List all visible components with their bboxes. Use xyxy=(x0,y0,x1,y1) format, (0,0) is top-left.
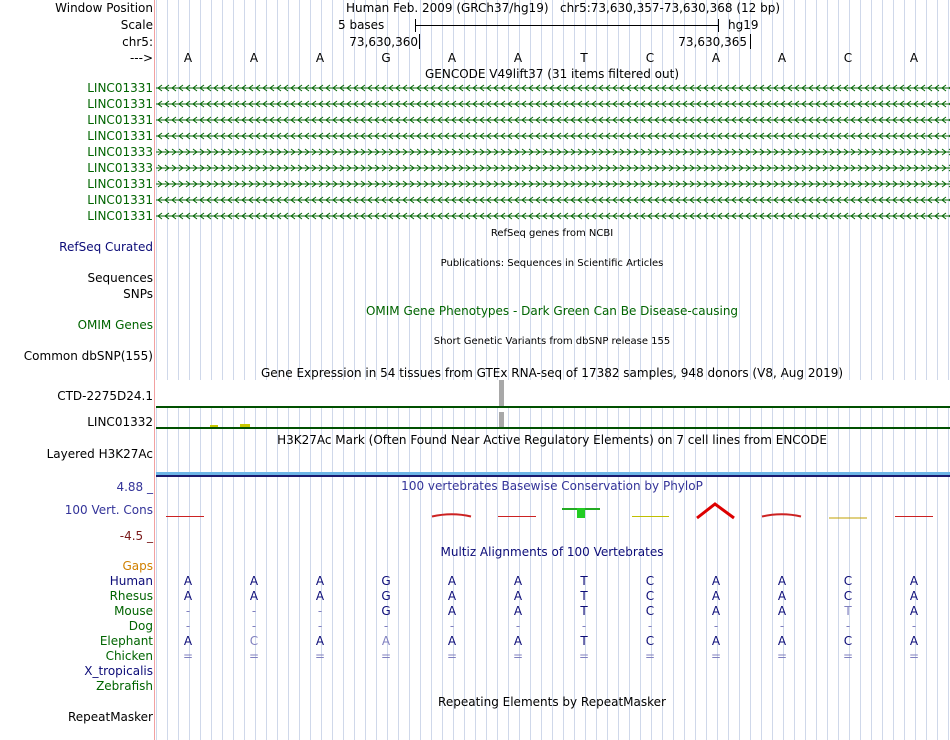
multiz-base: A xyxy=(183,574,193,588)
reference-base: A xyxy=(249,51,259,65)
grid-line xyxy=(926,0,927,740)
multiz-base: A xyxy=(777,574,787,588)
multiz-base: = xyxy=(380,649,392,663)
multiz-base: = xyxy=(908,649,920,663)
reference-base: A xyxy=(711,51,721,65)
dbsnp-label[interactable]: Common dbSNP(155) xyxy=(23,349,153,363)
multiz-base: = xyxy=(314,649,326,663)
multiz-base: A xyxy=(513,574,523,588)
scale-assembly: hg19 xyxy=(728,18,759,32)
h3k27ac-title: H3K27Ac Mark (Often Found Near Active Regulatory Elements) on 7 cell lines from ENCODE xyxy=(277,433,827,447)
grid-line xyxy=(882,0,883,740)
grid-line xyxy=(211,0,212,740)
multiz-base: C xyxy=(645,589,655,603)
multiz-base: A xyxy=(447,604,457,618)
reference-base: A xyxy=(909,51,919,65)
chrom-label: chr5: xyxy=(122,35,153,49)
multiz-species-label[interactable]: Mouse xyxy=(114,604,153,618)
h3k27ac-label[interactable]: Layered H3K27Ac xyxy=(46,447,153,461)
multiz-base: - xyxy=(581,619,587,633)
scale-bar-right-tick xyxy=(718,19,719,32)
multiz-base: A xyxy=(447,574,457,588)
multiz-base: G xyxy=(381,589,391,603)
grid-line xyxy=(200,0,201,740)
gaps-label: Gaps xyxy=(122,559,153,573)
reference-base: C xyxy=(843,51,853,65)
repeatmasker-label[interactable]: RepeatMasker xyxy=(67,710,153,724)
multiz-base: A xyxy=(447,589,457,603)
multiz-base: - xyxy=(185,604,191,618)
scale-label: Scale xyxy=(120,18,153,32)
gtex-bar-2 xyxy=(499,412,504,427)
gencode-item-label[interactable]: LINC01331 xyxy=(87,81,153,95)
multiz-base: - xyxy=(251,604,257,618)
multiz-base: C xyxy=(843,574,853,588)
gencode-item-feature[interactable] xyxy=(156,131,950,141)
multiz-base: A xyxy=(447,634,457,648)
multiz-base: = xyxy=(578,649,590,663)
multiz-base: C xyxy=(843,634,853,648)
gtex-title: Gene Expression in 54 tissues from GTEx RNA-seq of 17382 samples, 948 donors (V8, Aug 2019) xyxy=(260,366,844,380)
omim-title: OMIM Gene Phenotypes - Dark Green Can Be Disease-causing xyxy=(365,304,739,318)
gencode-item-feature[interactable] xyxy=(156,147,950,157)
multiz-base: = xyxy=(446,649,458,663)
position-text: chr5:73,630,357-73,630,368 (12 bp) xyxy=(559,1,781,15)
gtex-gene-1[interactable]: CTD-2275D24.1 xyxy=(57,389,153,403)
conservation-max: 4.88 _ xyxy=(116,480,153,494)
gencode-item-feature[interactable] xyxy=(156,115,950,125)
dbsnp-title: Short Genetic Variants from dbSNP release 155 xyxy=(433,336,671,347)
multiz-base: T xyxy=(580,634,588,648)
multiz-base: T xyxy=(844,604,852,618)
multiz-base: = xyxy=(710,649,722,663)
grid-line xyxy=(893,0,894,740)
multiz-base: - xyxy=(515,619,521,633)
snps-label[interactable]: SNPs xyxy=(123,287,153,301)
grid-line xyxy=(937,0,938,740)
strand-label: ---> xyxy=(129,51,153,65)
multiz-base: = xyxy=(644,649,656,663)
gtex-bar xyxy=(499,380,504,406)
assembly-title: Human Feb. 2009 (GRCh37/hg19) chr5:73,630,357-73,630,368 (12 bp) xyxy=(346,1,781,15)
reference-base: A xyxy=(513,51,523,65)
multiz-base: - xyxy=(647,619,653,633)
gencode-item-feature[interactable] xyxy=(156,195,950,205)
gencode-item-label[interactable]: LINC01331 xyxy=(87,177,153,191)
multiz-base: A xyxy=(513,604,523,618)
multiz-base: G xyxy=(381,604,391,618)
multiz-base: = xyxy=(512,649,524,663)
gencode-item-label[interactable]: LINC01331 xyxy=(87,209,153,223)
coord-right: 73,630,365 xyxy=(678,35,747,49)
multiz-base: A xyxy=(513,589,523,603)
multiz-species-label[interactable]: Elephant xyxy=(99,634,153,648)
gencode-item-label[interactable]: LINC01331 xyxy=(87,97,153,111)
multiz-base: A xyxy=(909,574,919,588)
gencode-item-label[interactable]: LINC01331 xyxy=(87,113,153,127)
grid-line xyxy=(948,0,949,740)
gencode-item-label[interactable]: LINC01331 xyxy=(87,193,153,207)
multiz-base: - xyxy=(845,619,851,633)
multiz-base: A xyxy=(909,589,919,603)
multiz-base: A xyxy=(777,634,787,648)
coord-left-tick xyxy=(419,34,420,49)
grid-line xyxy=(222,0,223,740)
gencode-item-feature[interactable] xyxy=(156,99,950,109)
multiz-base: A xyxy=(315,589,325,603)
reference-base: G xyxy=(381,51,391,65)
multiz-base: = xyxy=(842,649,854,663)
scale-bar-left-tick xyxy=(415,19,416,32)
scale-text: 5 bases xyxy=(338,18,385,32)
multiz-base: A xyxy=(777,604,787,618)
multiz-base: A xyxy=(183,634,193,648)
multiz-base: A xyxy=(315,574,325,588)
grid-line xyxy=(167,0,168,740)
multiz-base: A xyxy=(513,634,523,648)
multiz-base: = xyxy=(776,649,788,663)
multiz-species-label[interactable]: Chicken xyxy=(105,649,153,663)
grid-line xyxy=(233,0,234,740)
multiz-base: C xyxy=(249,634,259,648)
coord-left: 73,630,360 xyxy=(349,35,418,49)
multiz-base: - xyxy=(383,619,389,633)
multiz-species-label[interactable]: X_tropicalis xyxy=(84,664,153,678)
refseq-title: RefSeq genes from NCBI xyxy=(490,228,614,239)
gencode-item-feature[interactable] xyxy=(156,83,950,93)
reference-base: C xyxy=(645,51,655,65)
conservation-title: 100 vertebrates Basewise Conservation by PhyloP xyxy=(401,479,703,493)
multiz-species-label[interactable]: Rhesus xyxy=(109,589,153,603)
gencode-item-label[interactable]: LINC01333 xyxy=(87,145,153,159)
multiz-base: - xyxy=(317,619,323,633)
reference-base: A xyxy=(315,51,325,65)
multiz-base: A xyxy=(183,589,193,603)
publications-title: Publications: Sequences in Scientific Articles xyxy=(440,258,664,269)
gencode-item-feature[interactable] xyxy=(156,163,950,173)
multiz-base: - xyxy=(449,619,455,633)
repeatmasker-title: Repeating Elements by RepeatMasker xyxy=(438,695,666,709)
multiz-base: A xyxy=(909,604,919,618)
conservation-label[interactable]: 100 Vert. Cons xyxy=(64,503,153,517)
gencode-title: GENCODE V49lift37 (31 items filtered out) xyxy=(424,67,680,81)
multiz-base: G xyxy=(381,574,391,588)
conservation-min: -4.5 _ xyxy=(119,529,153,543)
multiz-base: A xyxy=(711,589,721,603)
h3k27ac-baseline xyxy=(156,475,950,477)
gtex-gene-2-line xyxy=(156,427,950,429)
multiz-base: - xyxy=(911,619,917,633)
multiz-base: - xyxy=(185,619,191,633)
reference-base: A xyxy=(447,51,457,65)
scale-bar xyxy=(415,25,719,26)
gencode-item-label[interactable]: LINC01331 xyxy=(87,129,153,143)
multiz-base: = xyxy=(248,649,260,663)
multiz-base: - xyxy=(779,619,785,633)
grid-line xyxy=(871,0,872,740)
multiz-base: C xyxy=(645,634,655,648)
sequences-label[interactable]: Sequences xyxy=(87,271,153,285)
grid-line xyxy=(860,0,861,740)
multiz-base: C xyxy=(645,604,655,618)
gencode-item-label[interactable]: LINC01333 xyxy=(87,161,153,175)
gencode-item-feature[interactable] xyxy=(156,211,950,221)
multiz-base: A xyxy=(315,634,325,648)
gtex-gene-2[interactable]: LINC01332 xyxy=(87,415,153,429)
multiz-species-label[interactable]: Dog xyxy=(128,619,153,633)
multiz-species-label[interactable]: Human xyxy=(109,574,153,588)
conservation-plot xyxy=(156,494,950,524)
multiz-base: A xyxy=(711,574,721,588)
multiz-base: A xyxy=(909,634,919,648)
multiz-base: = xyxy=(182,649,194,663)
multiz-base: T xyxy=(580,574,588,588)
multiz-base: A xyxy=(711,634,721,648)
multiz-base: A xyxy=(249,589,259,603)
multiz-base: C xyxy=(645,574,655,588)
reference-base: T xyxy=(580,51,588,65)
multiz-base: T xyxy=(580,589,588,603)
coord-right-tick xyxy=(750,34,751,49)
multiz-base: A xyxy=(249,574,259,588)
multiz-base: A xyxy=(381,634,391,648)
multiz-base: C xyxy=(843,589,853,603)
gencode-item-feature[interactable] xyxy=(156,179,950,189)
multiz-base: - xyxy=(251,619,257,633)
multiz-base: - xyxy=(713,619,719,633)
multiz-base: T xyxy=(580,604,588,618)
multiz-species-label[interactable]: Zebrafish xyxy=(96,679,153,693)
multiz-base: - xyxy=(317,604,323,618)
refseq-label[interactable]: RefSeq Curated xyxy=(59,240,153,254)
multiz-base: A xyxy=(711,604,721,618)
label-divider xyxy=(154,0,155,740)
window-position-label: Window Position xyxy=(55,1,153,15)
gtex-gene-1-line xyxy=(156,406,950,408)
gtex-plot-area xyxy=(156,380,950,406)
multiz-base: A xyxy=(777,589,787,603)
omim-label[interactable]: OMIM Genes xyxy=(77,318,153,332)
grid-line xyxy=(156,0,157,740)
reference-base: A xyxy=(183,51,193,65)
reference-base: A xyxy=(777,51,787,65)
multiz-title: Multiz Alignments of 100 Vertebrates xyxy=(440,545,664,559)
